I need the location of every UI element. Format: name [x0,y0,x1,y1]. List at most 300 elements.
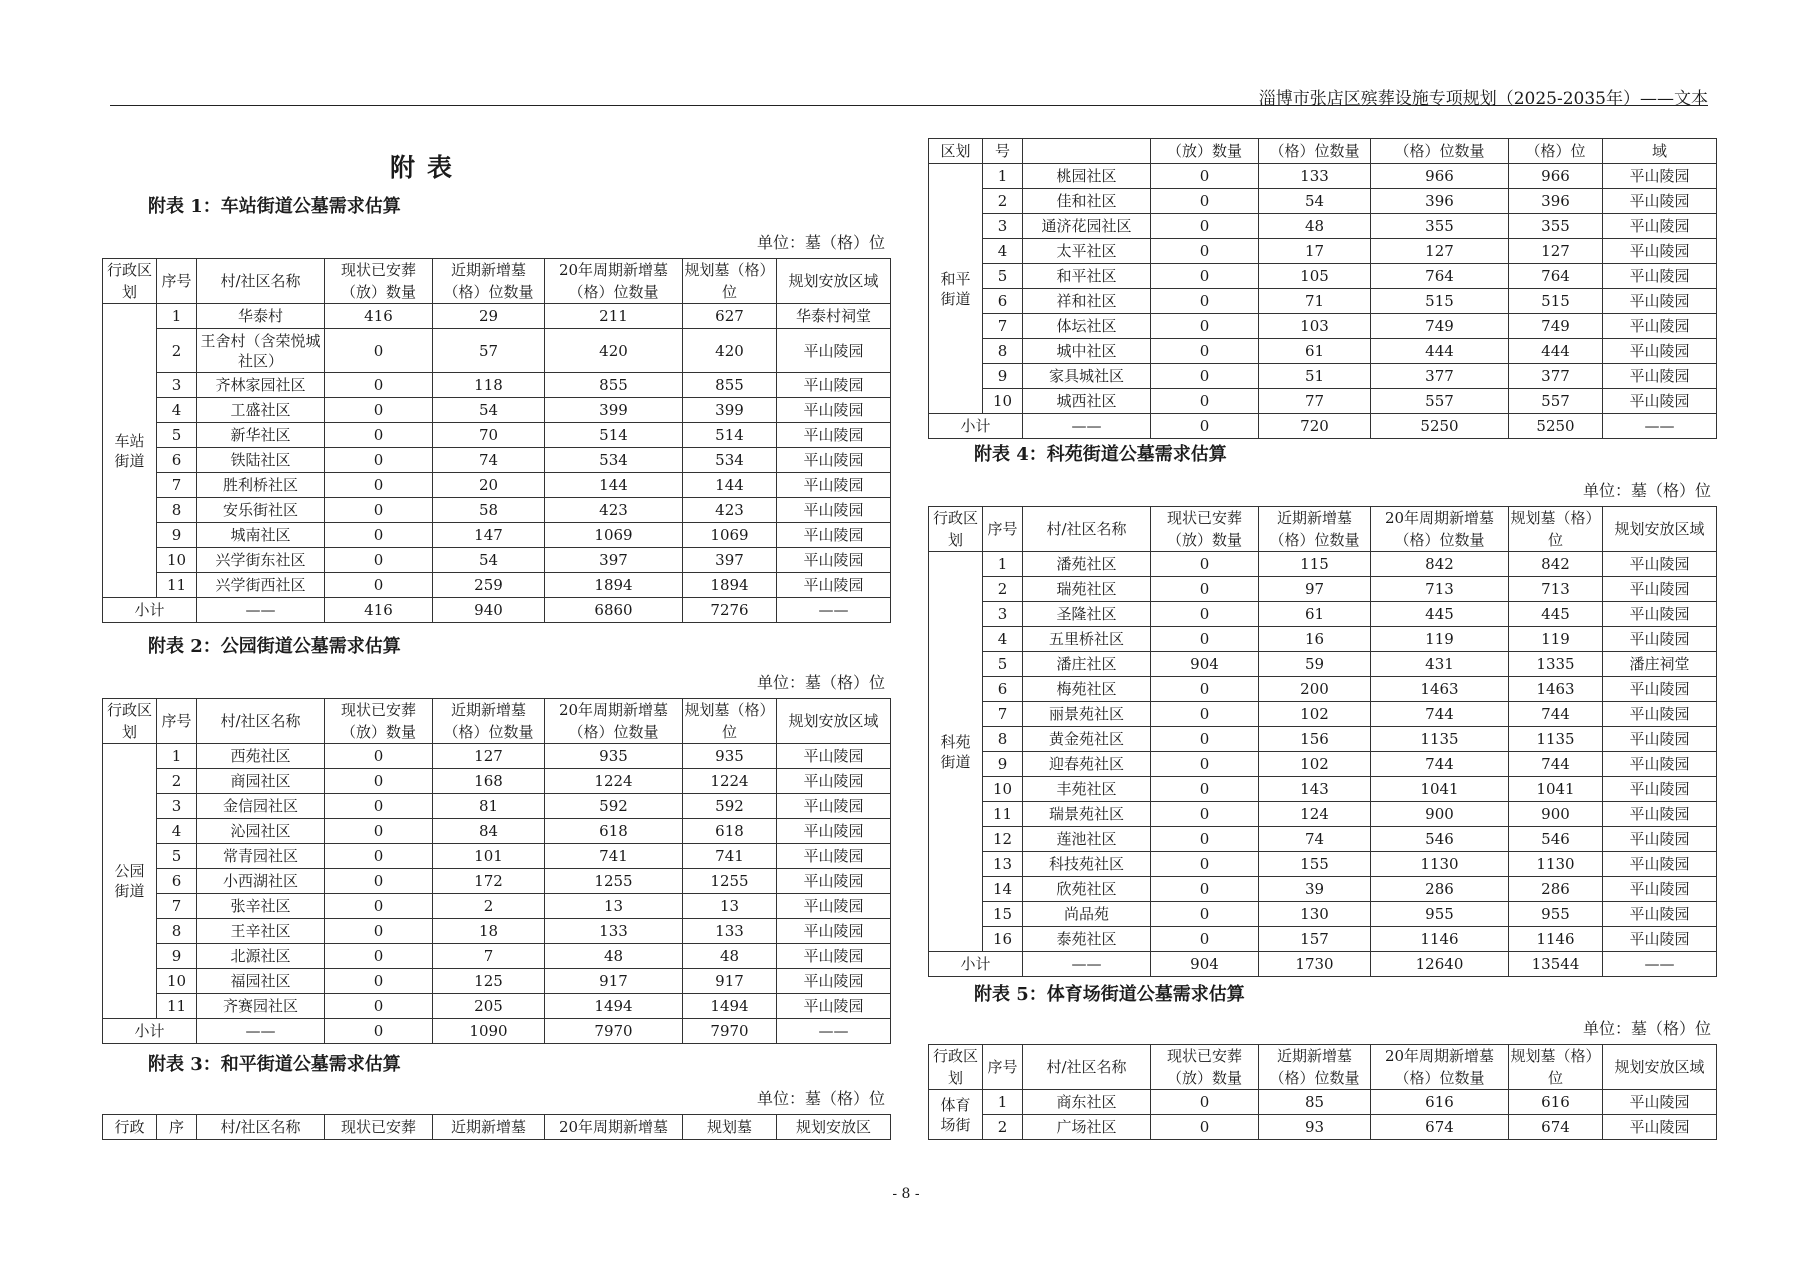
column-header: 村/社区名称 [197,259,325,304]
table-cell: 平山陵园 [777,423,891,448]
column-header: 序号 [983,1045,1023,1090]
table-cell: 平山陵园 [1603,677,1717,702]
table-cell: 396 [1371,189,1509,214]
table-row [929,1115,1717,1140]
table-cell: 118 [433,373,545,398]
table-cell: 119 [1509,627,1603,652]
table-row [929,902,1717,927]
table-cell: 平山陵园 [777,473,891,498]
table-cell: 0 [1151,702,1259,727]
subtotal-value: 720 [1259,414,1371,439]
table-cell: 125 [433,969,545,994]
subtotal-row [929,414,1717,439]
table-row [929,827,1717,852]
table-cell: 744 [1371,702,1509,727]
column-header: 区划 [929,139,983,164]
table-row [929,289,1717,314]
table-row [929,602,1717,627]
table-cell: 103 [1259,314,1371,339]
column-header: 20年周期新增墓（格）位数量 [1371,1045,1509,1090]
table-cell: 618 [545,819,683,844]
table-cell: 0 [1151,777,1259,802]
table-cell: 917 [545,969,683,994]
table-cell: 0 [1151,1115,1259,1140]
table-cell: 0 [1151,752,1259,777]
column-header [1023,139,1151,164]
unit-label-2: 单位：墓（格）位 [756,673,885,692]
table-cell: 3 [157,373,197,398]
column-header: 规划安放区域 [777,699,891,744]
table-cell: 平山陵园 [1603,264,1717,289]
table-cell: 平山陵园 [1603,777,1717,802]
district-cell: 体育场街 [929,1090,983,1140]
table-cell: 0 [325,769,433,794]
table-cell: 0 [1151,1090,1259,1115]
table-cell: 3 [983,602,1023,627]
table-cell: 平山陵园 [777,869,891,894]
table-cell: 0 [1151,802,1259,827]
table-cell: 355 [1371,214,1509,239]
table-cell: 平山陵园 [1603,289,1717,314]
table-cell: 445 [1371,602,1509,627]
table-cell: 71 [1259,289,1371,314]
table-header-row [103,259,891,304]
table-cell: 59 [1259,652,1371,677]
table-row [929,727,1717,752]
column-header: 域 [1603,139,1717,164]
running-header: 淄博市张店区殡葬设施专项规划（2025-2035年）——文本 [1258,89,1708,109]
table-cell: 39 [1259,877,1371,902]
subtotal-value: 7970 [545,1019,683,1044]
table-cell: 1494 [545,994,683,1019]
table-cell: 0 [1151,364,1259,389]
table-cell: 1130 [1509,852,1603,877]
column-header: 村/社区名称 [197,699,325,744]
table-header-row [929,139,1717,164]
table-cell: 57 [433,329,545,373]
table-cell: 张辛社区 [197,894,325,919]
table-row [929,652,1717,677]
table-cell: 1146 [1371,927,1509,952]
subtotal-value: 0 [1151,414,1259,439]
table-cell: 6 [983,289,1023,314]
table-cell: 144 [545,473,683,498]
table-cell: 7 [983,314,1023,339]
table-cell: 0 [1151,677,1259,702]
subtotal-value: 1090 [433,1019,545,1044]
column-header: （格）位数量 [1371,139,1509,164]
table-cell: 13 [545,894,683,919]
table-cell: 115 [1259,552,1371,577]
table-cell: 48 [683,944,777,969]
column-header: 近期新增墓（格）位数量 [1259,507,1371,552]
table-cell: 0 [1151,927,1259,952]
table-cell: 铁陆社区 [197,448,325,473]
table-cell: 156 [1259,727,1371,752]
table-cell: 常青园社区 [197,844,325,869]
table-cell: 4 [983,627,1023,652]
table-cell: 平山陵园 [777,523,891,548]
table-cell: 420 [545,329,683,373]
table-gongyuan [102,698,891,1044]
table-cell: 城南社区 [197,523,325,548]
table-cell: 2 [983,577,1023,602]
table-cell: 546 [1371,827,1509,852]
table-cell: 9 [157,523,197,548]
column-header: 现状已安葬（放）数量 [325,699,433,744]
table-cell: 764 [1509,264,1603,289]
table-cell: 潘庄祠堂 [1603,652,1717,677]
table-cell: 潘苑社区 [1023,552,1151,577]
table-cell: 0 [325,944,433,969]
column-header: 行政区划 [929,1045,983,1090]
table-cell: 泰苑社区 [1023,927,1151,952]
table-cell: 1 [983,1090,1023,1115]
table-cell: 平山陵园 [1603,877,1717,902]
table-cell: 4 [157,819,197,844]
table-cell: 平山陵园 [1603,189,1717,214]
subtotal-row [929,952,1717,977]
table-cell: 17 [1259,239,1371,264]
table-row [103,573,891,598]
column-header: （格）位 [1509,139,1603,164]
table-cell: 黄金苑社区 [1023,727,1151,752]
table-cell: 平山陵园 [777,969,891,994]
column-header: 现状已安葬（放）数量 [1151,1045,1259,1090]
table-row [929,164,1717,189]
table-cell: 1130 [1371,852,1509,877]
table-cell: 平山陵园 [777,329,891,373]
column-header: 号 [983,139,1023,164]
table-cell: 王舍村（含荣悦城社区） [197,329,325,373]
column-header: 行政区划 [103,259,157,304]
table-cell: 444 [1509,339,1603,364]
table-row [103,894,891,919]
table-row [929,189,1717,214]
table-cell: 955 [1509,902,1603,927]
table-cell: 平山陵园 [777,894,891,919]
table-cell: 168 [433,769,545,794]
table-row [103,769,891,794]
table-row [103,548,891,573]
table-cell: 欣苑社区 [1023,877,1151,902]
table-cell: 0 [325,794,433,819]
table-cell: 丽景苑社区 [1023,702,1151,727]
table-header-row [103,1115,891,1140]
table-cell: 平山陵园 [777,398,891,423]
table-cell: 0 [325,423,433,448]
table-cell: 0 [325,819,433,844]
table-cell: 61 [1259,602,1371,627]
column-header: 村/社区名称 [1023,1045,1151,1090]
table-cell: 1255 [545,869,683,894]
column-header: 近期新增墓（格）位数量 [433,259,545,304]
table-cell: 丰苑社区 [1023,777,1151,802]
subtotal-value: 6860 [545,598,683,623]
table-cell: 和平社区 [1023,264,1151,289]
table-caption-5: 附表 5：体育场街道公墓需求估算 [974,984,1245,1005]
table-cell: 713 [1371,577,1509,602]
table-cell: 143 [1259,777,1371,802]
table-cell: 10 [157,969,197,994]
table-cell: 0 [325,398,433,423]
page-number: - 8 - [892,1186,920,1202]
table-cell: 12 [983,827,1023,852]
column-header: 规划安放区域 [1603,507,1717,552]
table-row [929,627,1717,652]
table-cell: 兴学街东社区 [197,548,325,573]
subtotal-value: 1730 [1259,952,1371,977]
column-header: 规划安放区 [777,1115,891,1140]
table-cell: 764 [1371,264,1509,289]
table-cell: 平山陵园 [777,498,891,523]
table-row [103,819,891,844]
subtotal-value: 940 [433,598,545,623]
unit-label-4: 单位：墓（格）位 [1582,481,1711,500]
table-cell: 514 [545,423,683,448]
subtotal-label: 小计 [929,414,1023,439]
table-cell: 741 [683,844,777,869]
table-cell: 16 [1259,627,1371,652]
table-cell: 955 [1371,902,1509,927]
table-cell: 127 [1371,239,1509,264]
table-header-row [929,1045,1717,1090]
table-cell: 399 [683,398,777,423]
table-cell: 93 [1259,1115,1371,1140]
table-cell: 迎春苑社区 [1023,752,1151,777]
column-header: 规划墓（格）位 [683,699,777,744]
subtotal-name: —— [197,598,325,623]
table-row [103,423,891,448]
table-cell: 16 [983,927,1023,952]
table-cell: 2 [157,769,197,794]
table-cell: 74 [1259,827,1371,852]
subtotal-row [103,598,891,623]
column-header: 20年周期新增墓（格）位数量 [545,699,683,744]
table-row [103,398,891,423]
table-cell: 6 [983,677,1023,702]
district-cell: 科苑街道 [929,552,983,952]
table-row [103,844,891,869]
table-cell: 1463 [1509,677,1603,702]
column-header: 规划墓 [683,1115,777,1140]
table-row [103,744,891,769]
subtotal-area: —— [777,1019,891,1044]
column-header: 行政区划 [103,699,157,744]
table-cell: 855 [683,373,777,398]
subtotal-value: 904 [1151,952,1259,977]
table-cell: 平山陵园 [1603,239,1717,264]
table-cell: 0 [325,573,433,598]
table-cell: 102 [1259,752,1371,777]
table-cell: 平山陵园 [777,919,891,944]
table-row [929,852,1717,877]
table-cell: 744 [1509,702,1603,727]
table-cell: 286 [1371,877,1509,902]
table-cell: 61 [1259,339,1371,364]
column-header: 序号 [157,259,197,304]
subtotal-label: 小计 [929,952,1023,977]
table-cell: 74 [433,448,545,473]
table-cell: 佳和社区 [1023,189,1151,214]
table-cell: 太平社区 [1023,239,1151,264]
table-cell: 81 [433,794,545,819]
table-cell: 广场社区 [1023,1115,1151,1140]
table-cell: 平山陵园 [777,994,891,1019]
table-cell: 11 [157,994,197,1019]
table-cell: 13 [983,852,1023,877]
table-cell: 133 [1259,164,1371,189]
subtotal-value: 0 [325,1019,433,1044]
table-cell: 900 [1509,802,1603,827]
table-row [103,304,891,329]
table-cell: 0 [1151,264,1259,289]
table-row [929,389,1717,414]
table-cell: 华泰村 [197,304,325,329]
table-cell: 713 [1509,577,1603,602]
table-cell: 592 [683,794,777,819]
table-cell: 2 [983,189,1023,214]
table-cell: 399 [545,398,683,423]
table-cell: 1 [983,552,1023,577]
table-cell: 77 [1259,389,1371,414]
table-cell: 0 [325,523,433,548]
table-row [103,498,891,523]
table-cell: 4 [983,239,1023,264]
table-cell: 0 [1151,727,1259,752]
table-caption-2: 附表 2：公园街道公墓需求估算 [148,636,401,657]
table-row [929,1090,1717,1115]
table-cell: 966 [1509,164,1603,189]
subtotal-row [103,1019,891,1044]
table-cell: 王辛社区 [197,919,325,944]
table-cell: 新华社区 [197,423,325,448]
table-cell: 58 [433,498,545,523]
table-cell: 9 [983,752,1023,777]
table-cell: 423 [683,498,777,523]
table-caption-3: 附表 3：和平街道公墓需求估算 [148,1054,401,1075]
column-header: 序 [157,1115,197,1140]
table-cell: 900 [1371,802,1509,827]
table-cell: 平山陵园 [1603,827,1717,852]
table-cell: 286 [1509,877,1603,902]
unit-label-5: 单位：墓（格）位 [1582,1019,1711,1038]
table-cell: 0 [1151,877,1259,902]
table-cell: 沁园社区 [197,819,325,844]
table-cell: 420 [683,329,777,373]
table-row [929,802,1717,827]
table-cell: 1069 [545,523,683,548]
table-cell: 平山陵园 [1603,1090,1717,1115]
table-cell: 431 [1371,652,1509,677]
column-header: 村/社区名称 [197,1115,325,1140]
column-header: 近期新增墓（格）位数量 [433,699,545,744]
table-row [103,919,891,944]
table-cell: 0 [1151,164,1259,189]
table-cell: 平山陵园 [1603,164,1717,189]
table-heping-continued [928,138,1717,439]
table-cell: 1 [157,744,197,769]
column-header: 20年周期新增墓 [545,1115,683,1140]
table-cell: 平山陵园 [777,769,891,794]
table-cell: 1135 [1371,727,1509,752]
table-cell: 1041 [1509,777,1603,802]
table-cell: 124 [1259,802,1371,827]
table-cell: 259 [433,573,545,598]
table-cell: 齐赛园社区 [197,994,325,1019]
table-cell: 平山陵园 [1603,902,1717,927]
table-cell: 莲池社区 [1023,827,1151,852]
table-row [103,794,891,819]
table-cell: 1135 [1509,727,1603,752]
table-cell: 平山陵园 [777,744,891,769]
table-cell: 127 [433,744,545,769]
table-cell: 557 [1509,389,1603,414]
table-cell: 674 [1371,1115,1509,1140]
table-cell: 10 [983,777,1023,802]
table-keyuan [928,506,1717,977]
table-cell: 54 [1259,189,1371,214]
table-cell: 534 [545,448,683,473]
table-cell: 平山陵园 [777,844,891,869]
table-row [929,364,1717,389]
table-cell: 744 [1371,752,1509,777]
table-cell: 7 [157,894,197,919]
table-row [929,264,1717,289]
subtotal-value: 7970 [683,1019,777,1044]
table-cell: 397 [683,548,777,573]
table-cell: 小西湖社区 [197,869,325,894]
table-cell: 0 [1151,902,1259,927]
subtotal-area: —— [777,598,891,623]
table-cell: 4 [157,398,197,423]
table-cell: 48 [545,944,683,969]
column-header: 规划墓（格）位 [1509,1045,1603,1090]
table-cell: 10 [983,389,1023,414]
table-cell: 平山陵园 [777,819,891,844]
table-row [929,239,1717,264]
table-cell: 119 [1371,627,1509,652]
table-cell: 9 [157,944,197,969]
table-row [103,329,891,373]
table-cell: 11 [157,573,197,598]
table-cell: 11 [983,802,1023,827]
table-cell: 0 [325,844,433,869]
table-cell: 842 [1371,552,1509,577]
table-cell: 102 [1259,702,1371,727]
table-cell: 842 [1509,552,1603,577]
header-rule [110,105,1708,106]
subtotal-name: —— [1023,952,1151,977]
column-header: 序号 [983,507,1023,552]
table-row [103,448,891,473]
table-cell: 平山陵园 [1603,627,1717,652]
table-cell: 齐林家园社区 [197,373,325,398]
column-header: 规划墓（格）位 [683,259,777,304]
column-header: 20年周期新增墓（格）位数量 [545,259,683,304]
table-cell: 416 [325,304,433,329]
table-cell: 0 [1151,339,1259,364]
table-cell: 618 [683,819,777,844]
table-cell: 534 [683,448,777,473]
table-row [103,994,891,1019]
table-heping-header-partial [102,1114,891,1140]
table-cell: 平山陵园 [1603,577,1717,602]
table-cell: 54 [433,398,545,423]
table-cell: 5 [157,844,197,869]
table-cell: 29 [433,304,545,329]
table-row [929,577,1717,602]
